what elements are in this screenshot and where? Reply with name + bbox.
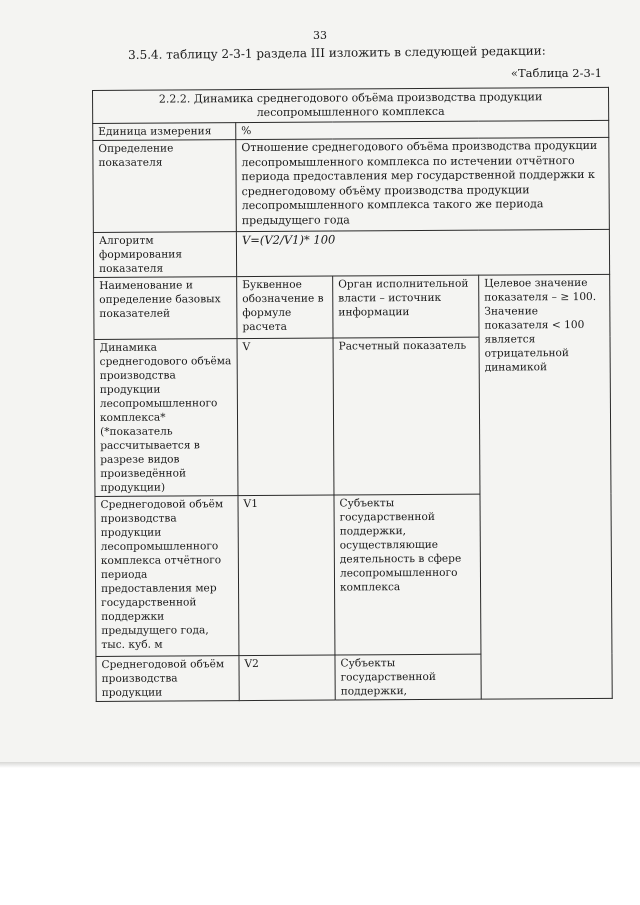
page-number: 33 (313, 29, 327, 42)
row-symbol: V (237, 338, 334, 496)
algorithm-label: Алгоритм формирования показателя (93, 232, 236, 278)
definition-label: Определение показателя (93, 140, 237, 233)
amendment-intro: 3.5.4. таблицу 2-3-1 раздела III изложить в следующей редакции: (128, 43, 546, 62)
table-caption: «Таблица 2-3-1 (510, 66, 602, 80)
formula: V=(V2/V1)* 100 (236, 229, 609, 276)
row-source: Расчетный показатель (333, 337, 480, 495)
definition-row (93, 137, 610, 232)
algorithm-row (93, 229, 609, 277)
row-source: Субъекты государственной поддержки, (335, 654, 481, 700)
unit-value: % (236, 120, 609, 139)
row-symbol: V2 (239, 655, 335, 701)
table-title-row (93, 87, 609, 123)
row-source: Субъекты государственной поддержки, осуществляющие деятельность в сфере лесопромышленного комплекса (334, 494, 481, 655)
definition-value: Отношение среднегодового объёма производства продукции лесопромышленного комплекса по истечении отчётного периода предоставления мер государственной поддержки к среднегодовому объёму производства продукции лесопромышленного комплекса такого же периода предыдущего года (236, 137, 610, 231)
header-row (94, 274, 610, 339)
row-name: Среднегодовой объём производства продукции лесопромышленного комплекса отчётного периода предоставления мер государственной поддержки предыдущего года, тыс. куб. м (95, 496, 239, 657)
row-name: Среднегодовой объём производства продукции (96, 656, 239, 702)
header-source: Орган исполнительной власти – источник информации (333, 275, 479, 338)
indicator-table (92, 87, 613, 702)
table-title: 2.2.2. Динамика среднегодового объёма производства продукции лесопромышленного комплекса (93, 87, 609, 123)
header-letter: Буквенное обозначение в формуле расчета (237, 276, 333, 339)
header-base: Наименование и определение базовых показателей (94, 277, 237, 340)
page-bottom-shadow (0, 762, 640, 768)
row-symbol: V1 (238, 495, 335, 656)
row-name: Динамика среднегодового объёма производства продукции лесопромышленного комплекса* (*показатель рассчитывается в разрезе видов произведённой продукции) (94, 339, 238, 497)
unit-label: Единица измерения (93, 123, 236, 141)
target-value: Целевое значение показателя – ≥ 100. Значение показателя < 100 является отрицательной динамикой (479, 274, 613, 699)
